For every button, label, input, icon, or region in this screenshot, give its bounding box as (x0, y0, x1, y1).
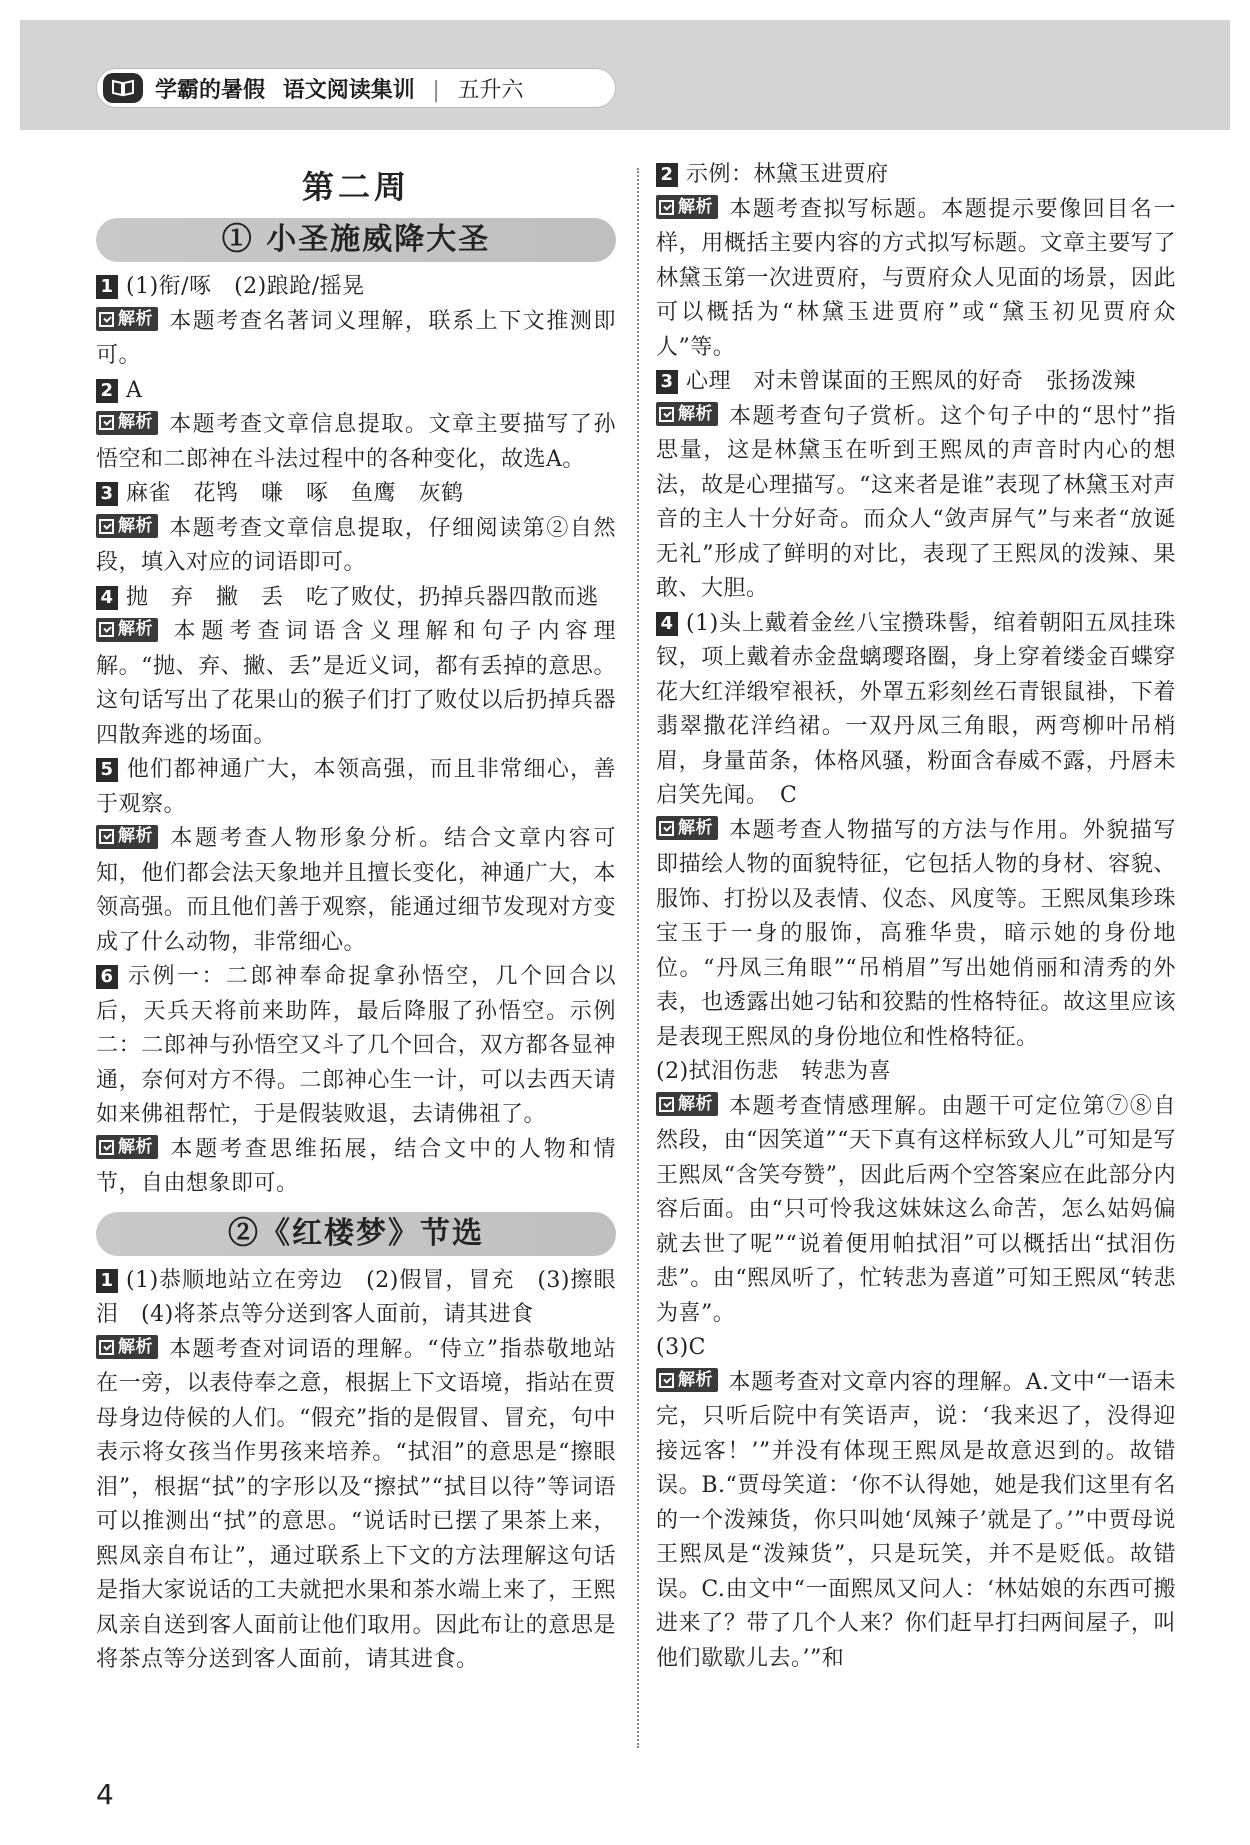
check-icon (659, 407, 674, 422)
s2-q4-part1-answer: 4 (1)头上戴着金丝八宝攒珠髻，绾着朝阳五凤挂珠钗，项上戴着赤金盘螭璎珞圈，身上穿着缕金百蝶穿花大红洋缎窄裉袄，外罩五彩刻丝石青银鼠褂，下着翡翠撒花洋绉裙。一双丹凤三角眼，两弯柳叶吊梢眉，身量苗条，体格风骚，粉面含春威不露，丹唇未启笑先闻。 C (656, 610, 1176, 808)
analysis-badge: 解析 (656, 816, 718, 840)
question-number: 6 (96, 965, 118, 989)
analysis-badge: 解析 (656, 1368, 718, 1392)
question-number: 4 (96, 586, 118, 610)
analysis-badge: 解析 (656, 195, 718, 219)
check-icon (659, 821, 674, 836)
column-divider (637, 168, 639, 1748)
s2-q1-analysis: 解析 本题考查对词语的理解。“侍立”指恭敬地站在一旁，以表侍奉之意，根据上下文语境，指站在贾母身边侍候的人们。“假充”指的是假冒、冒充，句中表示将女孩当作男孩来培养。“拭泪”的意思是“擦眼泪”，根据“拭”的字形以及“擦拭”“拭目以待”等词语可以推测出“拭”的意思。“说话时已摆了果茶上来，熙凤亲自布让”，通过联系上下文的方法理解这句话是指大家说话的工夫就把水果和茶水端上来了，王熙凤亲自送到客人面前让他们取用。因此布让的意思是将茶点等分送到客人面前，请其进食。 (96, 1336, 616, 1672)
s2-q3-analysis: 解析 本题考查句子赏析。这个句子中的“思忖”指思量，这是林黛玉在听到王熙凤的声音时内心的想法，故是心理描写。“这来者是谁”表现了林黛玉对声音的主人十分好奇。而众人“敛声屏气”与来者“放诞无礼”形成了鲜明的对比，表现了王熙凤的泼辣、果敢、大胆。 (656, 403, 1176, 601)
s1-q2-answer: 2 A (96, 374, 616, 409)
analysis-badge: 解析 (96, 307, 158, 331)
s2-q4-part3-analysis: 解析 本题考查对文章内容的理解。A.文中“一语未完，只听后院中有笑语声，说：‘我来迟了，没得迎接远客！’”并没有体现王熙凤是故意迟到的。故错误。B.“贾母笑道：‘你不认得她，她是我们这里有名的一个泼辣货，你只叫她‘凤辣子’就是了。’”中贾母说王熙凤是“泼辣货”，只是玩笑，并不是贬低。故错误。C.由文中“一面熙凤又问人：‘林姑娘的东西可搬进来了？带了几个人来？你们赶早打扫两间屋子，叫他们歇歇儿去。’”和 (656, 1369, 1176, 1671)
question-number: 2 (656, 163, 678, 187)
check-icon (99, 519, 114, 534)
analysis-badge: 解析 (96, 411, 158, 435)
check-icon (99, 829, 114, 844)
check-icon (99, 622, 114, 637)
analysis-badge: 解析 (656, 1092, 718, 1116)
check-icon (659, 1373, 674, 1388)
header-separator: | (432, 77, 440, 103)
week-title: 第二周 (301, 168, 410, 206)
check-icon (659, 1097, 674, 1112)
check-icon (99, 415, 114, 430)
right-column (656, 158, 1176, 1676)
analysis-badge: 解析 (96, 825, 158, 849)
s2-q2-answer: 2 示例：林黛玉进贾府 (656, 158, 1176, 193)
question-number: 1 (96, 275, 118, 299)
s1-q5-analysis: 解析 本题考查人物形象分析。结合文章内容可知，他们都会法天象地并且擅长变化，神通广大，本领高强。而且他们善于观察，能通过细节发现对方变成了什么动物，非常细心。 (96, 826, 616, 955)
header-title (155, 73, 523, 104)
s1-q1-answer: 1 (1)衔/啄 (2)踉跄/摇晃 (96, 270, 616, 305)
book-icon (103, 73, 143, 103)
s2-q4-part1-analysis: 解析 本题考查人物描写的方法与作用。外貌描写即描绘人物的面貌特征，它包括人物的身材、容貌、服饰、打扮以及表情、仪态、风度等。王熙凤集珍珠宝玉于一身的服饰，高雅华贵，暗示她的身份地位。“丹凤三角眼”“吊梢眉”写出她俏丽和清秀的外表，也透露出她刁钻和狡黠的性格特征。故这里应该是表现王熙凤的身份地位和性格特征。 (656, 817, 1176, 1050)
s1-q2-analysis: 解析 本题考查文章信息提取。文章主要描写了孙悟空和二郎神在斗法过程中的各种变化，故选A。 (96, 412, 616, 472)
s2-q3-answer: 3 心理 对未曾谋面的王熙凤的好奇 张扬泼辣 (656, 365, 1176, 400)
header-grade: 五升六 (457, 77, 524, 103)
question-number: 5 (96, 758, 118, 782)
left-column (96, 158, 616, 1678)
question-number: 3 (656, 370, 678, 394)
analysis-badge: 解析 (96, 618, 158, 642)
question-number: 3 (96, 482, 118, 506)
question-number: 2 (96, 379, 118, 403)
s1-q3-analysis: 解析 本题考查文章信息提取，仔细阅读第②自然段，填入对应的词语即可。 (96, 515, 616, 575)
s1-q5-answer: 5 他们都神通广大，本领高强，而且非常细心，善于观察。 (96, 757, 616, 817)
analysis-badge: 解析 (656, 402, 718, 426)
analysis-badge: 解析 (96, 514, 158, 538)
check-icon (99, 1140, 114, 1155)
header-series: 语文阅读集训 (282, 77, 415, 103)
check-icon (99, 1340, 114, 1355)
s2-q4-part2-answer: (2)拭泪伤悲 转悲为喜 (656, 1059, 892, 1084)
s2-q4-part3-answer: (3)C (656, 1335, 706, 1360)
section-title-1: ① 小圣施威降大圣 (96, 218, 616, 262)
s1-q4-analysis: 解析 本题考查词语含义理解和句子内容理解。“抛、弃、撇、丢”是近义词，都有丢掉的意思。这句话写出了花果山的猴子们打了败仗以后扔掉兵器四散奔逃的场面。 (96, 619, 616, 748)
analysis-badge: 解析 (96, 1335, 158, 1359)
s2-q4-part2-analysis: 解析 本题考查情感理解。由题干可定位第⑦⑧自然段，由“因笑道”“天下真有这样标致人儿”可知是写王熙凤“含笑夸赞”，因此后两个空答案应在此部分内容后面。由“只可怜我这妹妹这么命苦，怎么姑妈偏就去世了呢”“说着便用帕拭泪”可以概括出“拭泪伤悲”。由“熙凤听了，忙转悲为喜道”可知王熙凤“转悲为喜”。 (656, 1093, 1176, 1326)
header-brand: 学霸的暑假 (155, 77, 266, 103)
check-icon (659, 200, 674, 215)
s1-q1-analysis: 解析 本题考查名著词义理解，联系上下文推测即可。 (96, 308, 616, 368)
page-number: 4 (96, 1778, 114, 1811)
s1-q4-answer: 4 抛 弃 撇 丢 吃了败仗，扔掉兵器四散而逃 (96, 581, 616, 616)
analysis-badge: 解析 (96, 1135, 158, 1159)
check-icon (99, 312, 114, 327)
s2-q2-analysis: 解析 本题考查拟写标题。本题提示要像回目名一样，用概括主要内容的方式拟写标题。文章主要写了林黛玉第一次进贾府，与贾府众人见面的场景，因此可以概括为“林黛玉进贾府”或“黛玉初见贾府众人”等。 (656, 196, 1176, 360)
header-banner (96, 68, 616, 108)
s1-q3-answer: 3 麻雀 花鸨 嗛 啄 鱼鹰 灰鹤 (96, 477, 616, 512)
s2-q1-answer: 1 (1)恭顺地站立在旁边 (2)假冒，冒充 (3)擦眼泪 (4)将茶点等分送到客人面前，请其进食 (96, 1267, 616, 1327)
s1-q6-answer: 6 示例一：二郎神奉命捉拿孙悟空，几个回合以后，天兵天将前来助阵，最后降服了孙悟空。示例二：二郎神与孙悟空又斗了几个回合，双方都各显神通，奈何对方不得。二郎神心生一计，可以去西天请如来佛祖帮忙，于是假装败退，去请佛祖了。 (96, 964, 616, 1127)
question-number: 4 (656, 612, 678, 636)
s1-q6-analysis: 解析 本题考查思维拓展，结合文中的人物和情节，自由想象即可。 (96, 1136, 616, 1196)
question-number: 1 (96, 1269, 118, 1293)
section-title-2: ②《红楼梦》节选 (96, 1212, 616, 1256)
